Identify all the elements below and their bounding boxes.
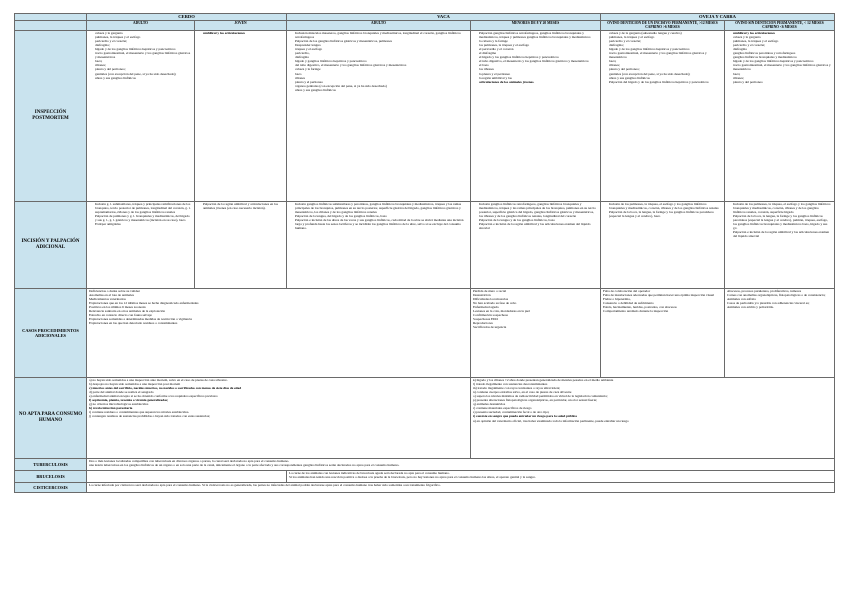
- list-item: • el hígado y los ganglios linfáticos hepáticos y pancreáticos: [479, 55, 598, 59]
- list-item: g) no criterios microbiológicos establecidos: [89, 402, 149, 407]
- list-item: • Palpación de los ganglios linfáticos gástricos y mesentéricos, pulmones: [295, 39, 468, 43]
- corner-cell-2: [15, 21, 87, 31]
- list-item: p) presenta alteraciones fisiopatológicas organolépticas, en particular, un olor sexual fuerte;: [473, 398, 598, 403]
- list-item: Desnutrición: [473, 292, 491, 297]
- list-item: • bazo: [295, 72, 468, 76]
- list-item: • pulmones, la tráquea y el esófago: [733, 39, 832, 43]
- list-item: • los riñones: [479, 67, 598, 71]
- list-item: Deficiencias o dudas sobre su validez: [89, 288, 140, 293]
- row-label-noapta: NO APTA PARA CONSUMO HUMANO: [15, 377, 87, 458]
- list-item: h) revela infección parasitaria: [89, 406, 133, 411]
- list-item: • diafragma;: [95, 43, 192, 47]
- noapta-left: [87, 377, 471, 458]
- list-item: • riñones;: [609, 63, 722, 67]
- list-item: • umbilical y las articulaciones: [733, 31, 832, 35]
- inspeccion-cerdo-adulto: [87, 30, 195, 201]
- row-label-brucelosis: BRUCELOSIS: [15, 470, 87, 482]
- list-item: • genitales (con excepción del pene, si ya ha sido desechado);: [95, 72, 192, 76]
- list-item: • Incisión g. l. submaxilares, tráquea y principales ramificaciones de los bronquios, tercio posterior de pulmones, longitudinal del corazón, g. l. supramamarios, riñones y de los ganglios linfáticos renales: [95, 202, 192, 214]
- list-item: • genitales (con excepción del pene, si ya ha sido desechado);: [609, 72, 722, 76]
- inspeccion-ovino-dentado: [601, 30, 725, 201]
- list-item: • bazo;: [733, 72, 832, 76]
- row-label-cisticercosis: CISTICERCOSIS: [15, 482, 87, 492]
- list-item: una lesión tuberculosa en los ganglios linfáticos de un órgano o en solo una parte de la canal, únicamente el órgano o la parte afectada y sus correspondientes ganglios linfáticos serán declarados no aptos para el consumo humano.: [89, 462, 400, 467]
- list-item: Si los animales han tenido una reacción positiva o dudosa a la prueba de la brucelosis, pero no hay lesiones no aptos para el consumo humano las ubres, el aparato genital y la sangre.: [289, 474, 536, 479]
- list-item: • cabeza y la garganta: [95, 31, 192, 35]
- list-item: • Inclusión músculos maseteros, ganglios linfáticos bronquiales y mediastínicos, longitudinal el corazón, ganglios linfáticos retrofaríngeos: [295, 31, 468, 39]
- inspeccion-vaca-adulto: [287, 30, 471, 201]
- list-item: • pleura y del peritoneo;: [95, 67, 192, 71]
- incision-cerdo-joven: [195, 201, 287, 288]
- list-item: s) presenta suciedad, contaminación fecal o de otro tipo;: [473, 410, 550, 415]
- list-item: Carnes con anomalías organolépticas, fisiopatológicas o de consistencia;: [727, 292, 826, 297]
- incision-cerdo-adulto: [87, 201, 195, 288]
- list-item: i) contiene residuos o contaminantes que superen los niveles establecidos.: [89, 410, 190, 415]
- list-item: • Incisión ganglios linfáticos submaxilares y parotídeos, ganglios linfáticos bronquiales y mediastínicos, tráquea y las ramas principales de los bronquios, pulmones en su tercio posterior, superficie gástrica del hígado, ganglios linfáticos gástricos y mesentéricos, los riñones y de los ganglios linfáticos renales: [295, 202, 468, 214]
- list-item: • ubres y sus ganglios linfáticos: [95, 76, 192, 80]
- list-item: b) despojos no hayan sido sometidos a una inspección post mortem: [89, 381, 181, 386]
- incision-ovino-dentado: [601, 201, 725, 288]
- list-item: • cabeza y de la garganta (subestudio lengua y cerebro): [609, 31, 722, 35]
- list-item: Dos o más lesiones localizadas compatibles con tuberculosis en diversos órganos o partes, la canal será declarada no apta para el consumo humano.: [89, 458, 290, 463]
- casos-col-4: [725, 288, 835, 377]
- list-item: Cansancio o debilidad de sufrimiento: [603, 300, 654, 305]
- list-item: • Palpación e incisión de la región umbilical y las articulaciones examen del líquido sinovial: [479, 222, 598, 230]
- list-item: Sacrificados de urgencia: [473, 325, 507, 330]
- inspeccion-ovino-sin-dentado: [725, 30, 835, 201]
- list-item: Casos de peritonitis y/o pleuritis con adherencias visceral es;: [727, 300, 810, 305]
- list-item: • Palpación de la boca, la lengua, la faringe y los ganglios linfáticos parotídeos (especial la lengua y el cerebro), bazo: [609, 210, 722, 218]
- list-item: • Palpación de la boca, la lengua, la faringe y los ganglios linfáticos parotídeos (especial la lengua y el cerebro), pulmón, tráquea, esófago, los ganglios linfáticos bronquiales y mediastínicos bazo, hígado y sus g.l.: [733, 214, 832, 230]
- list-item: • el diafragma: [479, 51, 598, 55]
- list-item: • bazo;: [95, 59, 192, 63]
- list-item: Explotaciones sometidas a determinadas medidas de restricción o vigilancia: [89, 317, 193, 322]
- list-item: • bazo;: [609, 59, 722, 63]
- brucelosis-text: [287, 470, 835, 482]
- list-item: Confirmación sospechosa: [473, 313, 508, 318]
- list-item: Anomalías en el lote de animales: [89, 292, 134, 297]
- cisticercosis-text: La carne infectada por cisticercos será declarada no apta para el consumo humano. Si la cisticercosis no es generalizada, las partes no infectadas del animal podrán declararse aptas para el consumo humano tras haber sido sometidas a un tratamiento frigorífico.: [87, 482, 835, 492]
- list-item: a) no hayan sido sometidos a una inspección ante mortem, salvo en el caso de piezas de caza silvestre.: [89, 377, 228, 382]
- casos-col-1: [87, 288, 471, 377]
- list-item: Fiebre o hipotermia,: [603, 296, 631, 301]
- list-item: • órganos genitales (con excepción del pene, si ya ha sido desechado): [295, 84, 468, 88]
- list-item: • Palpación ganglios linfáticos retrofaríngeos, ganglios linfáticos bronquiales y mediastínicos, tráquea y pulmones ganglios linfáticos bronquiales y mediastínicos: [479, 31, 598, 39]
- list-item: Sospechosas EDO: [473, 317, 498, 322]
- list-item: • hígado y de los ganglios linfáticos hepáticos y pancreáticos: [609, 47, 722, 51]
- list-item: c) muertos antes del sacrificio, nacidos muertos, no nacidos o sacrificados con menos de siete días de edad: [89, 385, 242, 390]
- list-item: Explotaciones en las que han detectado residuos o contaminantes: [89, 321, 178, 326]
- list-item: Comportamiento anómalo durante la inspección: [603, 309, 669, 314]
- list-item: t) consiste en sangre que pueda entrañar un riesgo para la salud pública: [473, 414, 577, 419]
- list-item: • pulmones, la tráquea y el esófago: [95, 35, 192, 39]
- sub-vaca-adulto: ADULTO: [287, 21, 471, 31]
- list-item: l) tratado ilegalmente con sustancias descontaminantes: [473, 381, 548, 386]
- list-item: • la cabeza y la faringe: [479, 39, 598, 43]
- list-item: Animales con asfixia: [727, 296, 756, 301]
- list-item: Dificultades locomotorias: [473, 296, 509, 301]
- list-item: • diafragma;: [609, 43, 722, 47]
- list-item: • Incisión de los pulmones, la tráquea, el esófago y los ganglios linfáticos bronquiales y mediastínicos, corazón, riñones y de los ganglios linfáticos renales: [609, 202, 722, 210]
- list-item: Falta de instalaciones adecuadas que permitan hacer una óptima inspección visual: [603, 292, 715, 297]
- list-item: • el tubo digestivo, el mesenterio y los ganglios linfáticos gástricos y mesentéricos: [479, 59, 598, 63]
- list-item: Lesiones en la cola, mordeduras en la piel: [473, 309, 530, 314]
- row-label-incision: INCISIÓN Y PALPACIÓN ADICIONAL: [15, 201, 87, 288]
- row-label-casos: CASOS PROCEDIMIENTOS ADICIONALES: [15, 288, 87, 377]
- sub-cerdo-joven: JOVEN: [195, 21, 287, 31]
- incision-vaca-menores: [471, 201, 601, 288]
- list-item: • Palpación e incisión de la región umbilical y las articulaciones examen del líquido sinovial: [733, 230, 832, 238]
- list-item: • pleura y del peritoneo;: [609, 67, 722, 71]
- sub-vaca-menores: MENORES DE 8 Y 20 MESES: [471, 21, 601, 31]
- list-item: r) contiene materiales específicos de riesgo: [473, 406, 532, 411]
- list-item: • Palpación e incisión de las ubres de las vacas y sus ganglios linfáticos, cada mitad de la ubre se abrirá mediante una incisión larga y profunda hasta los senos lactíferos y se incidirán los ganglios linfáticos de la ubre, salvo si se excluye del consumo humano.: [295, 218, 468, 230]
- brucelosis-spacer: [87, 470, 287, 482]
- list-item: Reproductores: [473, 321, 493, 326]
- list-item: La carne de los animales con lesiones indicativas de brucelosis aguda será declarada no apta para el consumo humano.: [289, 470, 450, 475]
- list-item: • la pleura y el peritoneo: [479, 72, 598, 76]
- list-item: Estrés, hacinamiento, heridas, postrados, con abscesos: [603, 304, 677, 309]
- list-item: • Palpación de la lengua, del hígado y de los ganglios linfáticos, bazo: [295, 214, 468, 218]
- list-item: d) parte del animal donde se realiza el sangrado: [89, 389, 154, 394]
- list-item: • diafragma: [733, 47, 832, 51]
- sub-ovino-sin-dentado: OVINO SIN DENTICIÓN PERMANENTE, < 12 MESES CAPRINO <6 MESES: [725, 21, 835, 31]
- row-label-inspeccion: INSPECCIÓN POSTMORTEM: [15, 30, 87, 201]
- species-vaca: VACA: [287, 14, 601, 21]
- list-item: o) supera los niveles máximos de radioactividad permitidos en virtud de la legislación comunitaria;: [473, 393, 608, 398]
- incision-vaca-adulto: [287, 201, 471, 288]
- list-item: Abscesos, procesos purulentos, proliferativos, tumores: [727, 288, 802, 293]
- list-item: q) animales desnutridos: [473, 402, 506, 407]
- species-cerdo: CERDO: [87, 14, 287, 21]
- list-item: f) septicemia, piemia, toxemia o viremia generalizadas;: [89, 398, 169, 403]
- list-item: • tráquea y el esófago: [295, 47, 468, 51]
- noapta-right: [471, 377, 835, 458]
- list-item: k) hígado y los riñones >2 años donde presentan generalizada de metales pesados en el medio ambiente: [473, 377, 614, 382]
- list-item: • umbilical y las articulaciones: [203, 31, 284, 35]
- list-item: • Palpación de la región umbilical y articulaciones en los animales jóvenes (en caso necesario incisión).: [203, 202, 284, 210]
- list-item: Animales con artritis y poliartritis.: [727, 304, 774, 309]
- list-item: • riñones;: [95, 63, 192, 67]
- inspeccion-cerdo-joven: [195, 30, 287, 201]
- list-item: • ubres y sus ganglios linfáticos: [609, 76, 722, 80]
- list-item: Enfermedad aguda: [473, 304, 499, 309]
- list-item: • Desprender lengua: [295, 43, 468, 47]
- list-item: Positivos en los últimos 6 meses zoonosis: [89, 304, 146, 309]
- list-item: • el pericardio y el corazón: [479, 47, 598, 51]
- inspeccion-vaca-menores: [471, 30, 601, 201]
- list-item: • cabeza y la garganta: [733, 35, 832, 39]
- list-item: • pericardio,: [295, 51, 468, 55]
- row-label-tuberculosis: TUBERCULOSIS: [15, 458, 87, 470]
- list-item: • pericardio y el corazón;: [733, 43, 832, 47]
- list-item: Relevancia sanitaria en otros animales de la explotación: [89, 309, 165, 314]
- list-item: m) tratado ilegalmente con rayos ionizantes o rayos ultravioleta;: [473, 385, 561, 390]
- list-item: • pleura y del peritoneo: [733, 80, 832, 84]
- list-item: Explotaciones que en los 12 últimos meses se ha/ha diagnosticado enfermedades: [89, 300, 199, 305]
- list-item: • del tubo digestivo, el mesenterio y los ganglios linfáticos gástricos y mesentéricos: [295, 63, 468, 67]
- list-item: • pericardio y el corazón;: [95, 39, 192, 43]
- list-item: • Palpación de pulmones y g. l. bronquiales y mediastínicos, del hígado y sus g. l., g. l. gástricos y mesentéricos (incisión en su caso), bazo: [95, 214, 192, 222]
- list-item: Pérdida de útero o rectal: [473, 288, 507, 293]
- list-item: • diafragma: [295, 55, 468, 59]
- list-item: • articulaciones de los animales jóvenes.: [479, 80, 598, 84]
- list-item: • Incisión de los pulmones, la tráquea, el esófago y los ganglios linfáticos bronquiales y mediastínicos, corazón, riñones y de los ganglios linfáticos renales, corazón, superficie hígado: [733, 202, 832, 214]
- list-item: • el bazo: [479, 63, 598, 67]
- list-item: • la región umbilical y las: [479, 76, 598, 80]
- list-item: • hígado y de los ganglios linfáticos hepáticos y pancreáticos: [733, 59, 832, 63]
- list-item: • tracto gastrointestinal, el mesenterio y los ganglios linfáticos gástricos y mesentéricos: [95, 51, 192, 59]
- casos-col-2: [471, 288, 601, 377]
- list-item: • pulmones, la tráquea y el esófago: [609, 35, 722, 39]
- list-item: e) enfermedad animal excepto si se ha obtenido conforme a los requisitos específicos previstos: [89, 393, 218, 398]
- species-oveja-cabra: OVEJA Y CABRA: [601, 14, 835, 21]
- sub-cerdo-adulto: ADULTO: [87, 21, 195, 31]
- list-item: • ganglios linfáticos parotídeos y retrofaríngeos: [733, 51, 832, 55]
- list-item: • hígado y de los ganglios linfáticos hepáticos y pancreáticos: [95, 47, 192, 51]
- list-item: • hígado y ganglios linfáticos hepáticos y pancreáticos: [295, 59, 468, 63]
- list-item: • tracto gastrointestinal, el mesenterio y los ganglios linfáticos gástricos y mesentéricos: [733, 63, 832, 71]
- incision-ovino-sin-dentado: [725, 201, 835, 288]
- list-item: • Extirpar amígdalas: [95, 222, 192, 226]
- list-item: n) contiene cuerpos extraños salvo, en el caso de piezas de caza silvestre: [473, 389, 572, 394]
- list-item: • Palpación de la lengua y de los ganglios linfáticos, bazo: [479, 218, 598, 222]
- list-item: • cabeza y la faringe: [295, 67, 468, 71]
- sub-ovino-dentado: OVINO DENTICIÓN DE UN INCISIVO PERMANENTE, >12 MESES CAPRINO >6 MESES: [601, 21, 725, 31]
- list-item: • pleura y el peritoneo: [295, 80, 468, 84]
- list-item: • ganglios linfáticos bronquiales y mediastínicos: [733, 55, 832, 59]
- list-item: Falta de colaboración del operador: [603, 288, 651, 293]
- list-item: • tracto gastrointestinal, el mesenterio y los ganglios linfáticos gástricos y mesentéricos: [609, 51, 722, 59]
- list-item: • riñones: [295, 76, 468, 80]
- corner-cell: [15, 14, 87, 21]
- list-item: Medicamentos veterinarios: [89, 296, 126, 301]
- inspection-table: [14, 13, 835, 493]
- list-item: No han acabado su fase de cebo: [473, 300, 517, 305]
- list-item: • ubres y sus ganglios linfáticos: [295, 88, 468, 92]
- list-item: • Incisión ganglios linfáticos retrofaríngeos, ganglios linfáticos bronquiales y mediastínicos, tráquea y las ramas principales de los bronquios, pulmones en su tercio posterior, superficie gástrica del hígado, ganglios linfáticos gástricos y mesentéricos, los riñones y de los ganglios linfáticos renales, longitudinal del corazón: [479, 202, 598, 218]
- list-item: • los pulmones, la tráquea y el esófago: [479, 43, 598, 47]
- casos-col-3: [601, 288, 725, 377]
- list-item: • Palpación del hígado y de los ganglios linfáticos hepáticos y pancreáticos: [609, 80, 722, 84]
- list-item: j) contengan residuos de sustancias prohibidas o hayan sido tratados con estas sustancias;: [89, 414, 211, 419]
- tuberculosis-text: [87, 458, 835, 470]
- list-item: u) en opinión del veterinario oficial, tras haber examinado toda la información pertinente, puede entrañar un riesgo: [473, 418, 629, 423]
- list-item: Estrecho en contacto directo con fauna salvaje: [89, 313, 152, 318]
- list-item: • pericardio y el corazón;: [609, 39, 722, 43]
- list-item: • riñones;: [733, 76, 832, 80]
